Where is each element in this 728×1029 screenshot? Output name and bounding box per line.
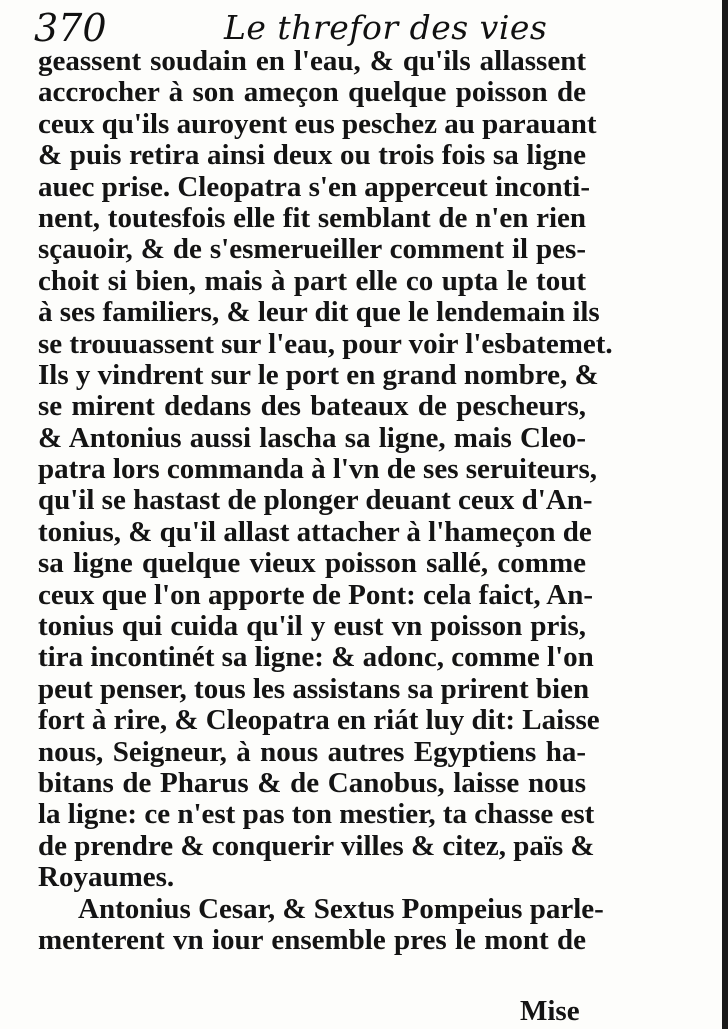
text-line: tira incontinét sa ligne: & adonc, comme l'on — [38, 641, 594, 674]
text-line: nent, toutesfois elle fit semblant de n'en rien — [38, 201, 586, 234]
text-line: se trouuassent sur l'eau, pour voir l'esbatemet. — [38, 327, 613, 360]
text-line: bitans de Pharus & de Canobus, laisse nous — [38, 766, 586, 799]
page-number: 370 — [34, 6, 107, 50]
text-line: tonius qui cuida qu'il y eust vn poisson pris, — [38, 610, 586, 643]
page-edge-shadow — [722, 0, 728, 1029]
text-line: se mirent dedans des bateaux de pescheurs, — [38, 390, 586, 423]
text-line: peut penser, tous les assistans sa prirent bien — [38, 672, 590, 705]
text-line: sa ligne quelque vieux poisson sallé, comme — [38, 547, 586, 580]
text-line: de prendre & conquerir villes & citez, païs & — [38, 829, 595, 862]
text-line: patra lors commanda à l'vn de ses seruiteurs, — [38, 453, 598, 486]
text-line: tonius, & qu'il allast attacher à l'hameçon de — [38, 515, 592, 548]
text-line: & puis retira ainsi deux ou trois fois sa ligne — [38, 139, 586, 172]
text-line: qu'il se hastast de plonger deuant ceux d'An- — [38, 484, 593, 517]
text-line: fort à rire, & Cleopatra en riát luy dit: Laisse — [38, 704, 600, 737]
text-line: ceux qu'ils auroyent eus peschez au parauant — [38, 107, 597, 140]
text-line: Antonius Cesar, & Sextus Pompeius parle- — [78, 892, 604, 925]
text-line: Ils y vindrent sur le port en grand nombre, & — [38, 358, 599, 391]
text-line: nous, Seigneur, à nous autres Egyptiens ha- — [38, 735, 586, 768]
text-line: Royaumes. — [38, 861, 175, 894]
text-line: choit si bien, mais à part elle co upta le tout — [38, 264, 586, 297]
text-line: sçauoir, & de s'esmerueiller comment il pes- — [38, 233, 586, 266]
text-line: & Antonius aussi lascha sa ligne, mais Cleo- — [38, 421, 586, 454]
text-line: accrocher à son ameçon quelque poisson de — [38, 76, 586, 109]
text-line: à ses familiers, & leur dit que le lendemain ils — [38, 296, 600, 329]
text-line: la ligne: ce n'est pas ton mestier, ta chasse est — [38, 798, 595, 831]
text-line: menterent vn iour ensemble pres le mont de — [38, 923, 586, 956]
body-text — [38, 45, 613, 956]
text-line: ceux que l'on apporte de Pont: cela faict, An- — [38, 578, 593, 611]
catchword: Mise — [520, 995, 580, 1027]
text-line: auec prise. Cleopatra s'en apperceut inconti- — [38, 170, 591, 203]
text-line: geassent soudain en l'eau, & qu'ils allassent — [38, 45, 586, 77]
running-title: Le threfor des vies — [224, 8, 548, 47]
